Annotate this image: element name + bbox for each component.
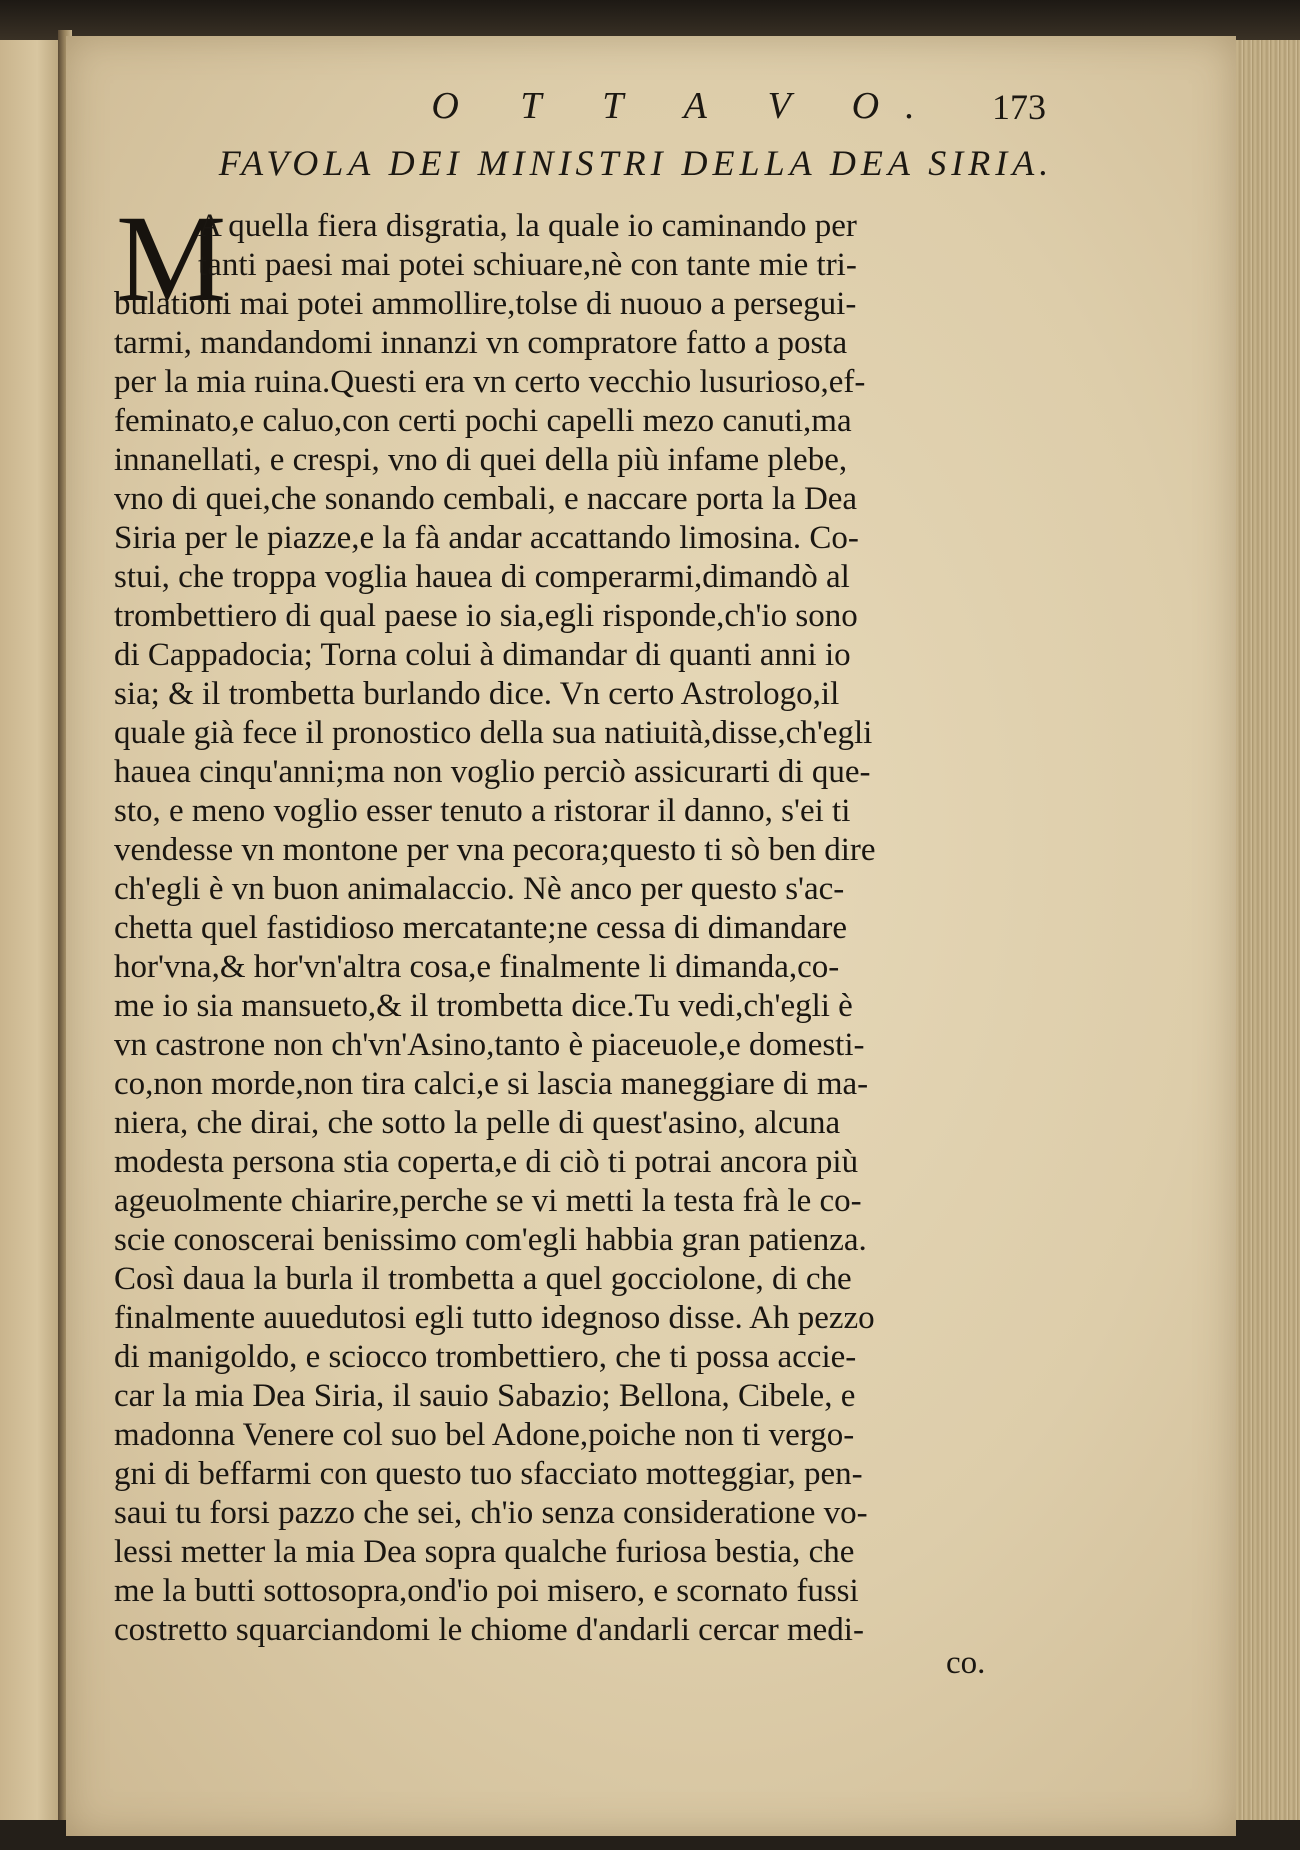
text-line: hauea cinqu'anni;ma non voglio perciò assicurarti di que- (114, 754, 871, 790)
text-line: vendesse vn montone per vna pecora;questo ti sò ben dire (114, 832, 876, 868)
text-line: finalmente auuedutosi egli tutto idegnoso disse. Ah pezzo (114, 1300, 875, 1336)
text-line: niera, che dirai, che sotto la pelle di quest'asino, alcuna (114, 1105, 841, 1141)
text-line: quale già fece il pronostico della sua natiuità,disse,ch'egli (114, 715, 873, 751)
text-line: saui tu forsi pazzo che sei, ch'io senza consideratione vo- (114, 1495, 868, 1531)
page-stack-edge (1232, 40, 1300, 1830)
text-line: vn castrone non ch'vn'Asino,tanto è piaceuole,e domesti- (114, 1027, 865, 1063)
left-page-edge (0, 40, 64, 1830)
text-line: car la mia Dea Siria, il sauio Sabazio; Bellona, Cibele, e (114, 1378, 856, 1414)
text-line: sto, e meno voglio esser tenuto a ristorar il danno, s'ei ti (114, 793, 851, 829)
catchword: co. (946, 1645, 986, 1681)
text-line: per la mia ruina.Questi era vn certo vecchio lusurioso,ef- (114, 364, 866, 400)
text-line: Così daua la burla il trombetta a quel gocciolone, di che (114, 1261, 852, 1297)
running-head: O T T A V O. (431, 85, 941, 127)
text-line: trombettiero di qual paese io sia,egli risponde,ch'io sono (114, 598, 858, 634)
text-line: feminato,e caluo,con certi pochi capelli mezo canuti,ma (114, 403, 852, 439)
text-line: modesta persona stia coperta,e di ciò ti potrai ancora più (114, 1144, 859, 1180)
page-number: 173 (992, 87, 1046, 127)
text-line: tarmi, mandandomi innanzi vn compratore fatto a posta (114, 325, 848, 361)
text-line: Siria per le piazze,e la fà andar accattando limosina. Co- (114, 520, 859, 556)
text-line: sia; & il trombetta burlando dice. Vn certo Astrologo,il (114, 676, 840, 712)
text-line: A quella fiera disgratia, la quale io caminando per (198, 208, 857, 244)
text-line: bulationi mai potei ammollire,tolse di nuouo a persegui- (114, 286, 857, 322)
text-line: di Cappadocia; Torna colui à dimandar di quanti anni io (114, 637, 851, 673)
text-line: gni di beffarmi con questo tuo sfacciato motteggiar, pen- (114, 1456, 863, 1492)
text-line: ageuolmente chiarire,perche se vi metti la testa frà le co- (114, 1183, 862, 1219)
text-line: costretto squarciandomi le chiome d'andarli cercar medi- (114, 1612, 864, 1648)
text-line: co,non morde,non tira calci,e si lascia maneggiare di ma- (114, 1066, 869, 1102)
text-line: di manigoldo, e sciocco trombettiero, che ti possa accie- (114, 1339, 857, 1375)
text-line: hor'vna,& hor'vn'altra cosa,e finalmente li dimanda,co- (114, 949, 840, 985)
text-line: stui, che troppa voglia hauea di comperarmi,dimandò al (114, 559, 850, 595)
text-line: scie conoscerai benissimo com'egli habbia gran patienza. (114, 1222, 867, 1258)
text-line: ch'egli è vn buon animalaccio. Nè anco per questo s'ac- (114, 871, 845, 907)
text-line: vno di quei,che sonando cembali, e naccare porta la Dea (114, 481, 858, 517)
text-line: madonna Venere col suo bel Adone,poiche non ti vergo- (114, 1417, 855, 1453)
text-line: tanti paesi mai potei schiuare,nè con tante mie tri- (198, 247, 857, 283)
text-line: lessi metter la mia Dea sopra qualche furiosa bestia, che (114, 1534, 855, 1570)
book-page (66, 36, 1236, 1836)
drop-cap: M (116, 190, 227, 327)
text-line: innanellati, e crespi, vno di quei della più infame plebe, (114, 442, 848, 478)
text-line: me io sia mansueto,& il trombetta dice.Tu vedi,ch'egli è (114, 988, 853, 1024)
chapter-title: FAVOLA DEI MINISTRI DELLA DEA SIRIA. (218, 143, 1054, 183)
text-line: me la butti sottosopra,ond'io poi misero, e scornato fussi (114, 1573, 859, 1609)
text-line: chetta quel fastidioso mercatante;ne cessa di dimandare (114, 910, 848, 946)
